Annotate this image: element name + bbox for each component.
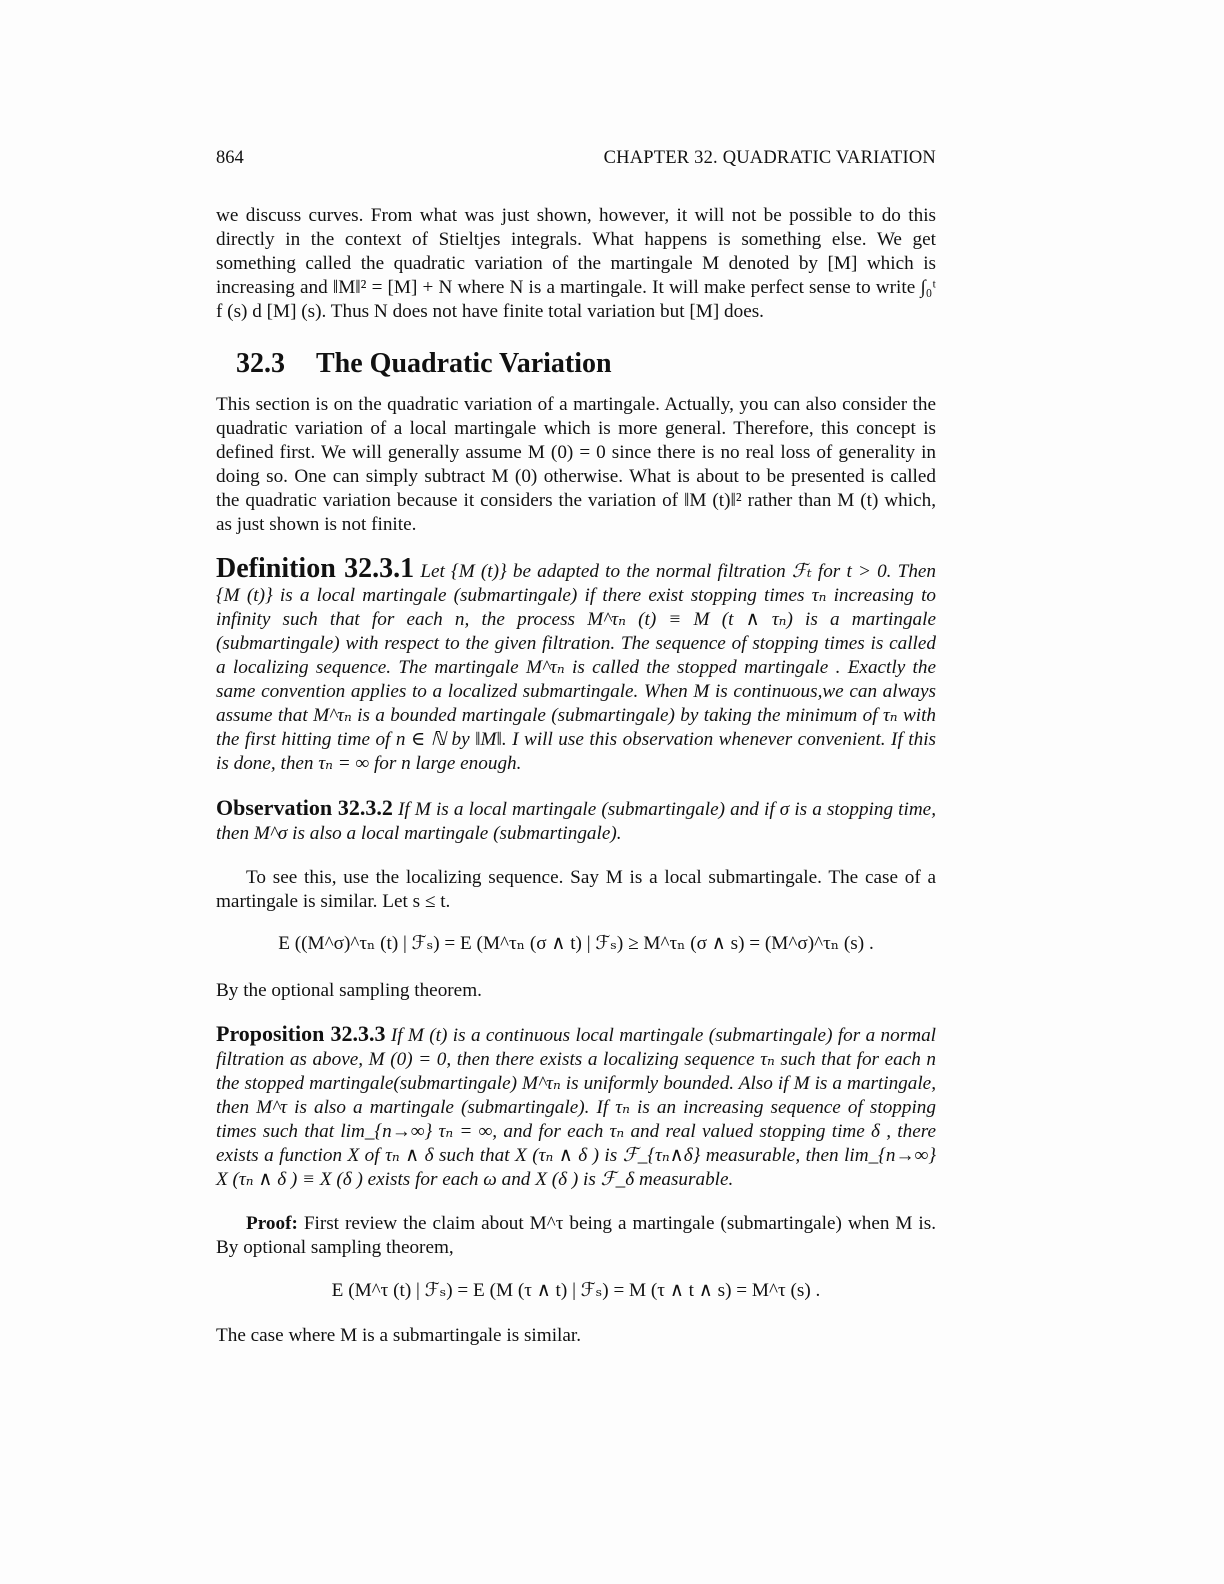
- definition-block: [216, 553, 937, 776]
- observation-equation-text: E ((M^σ)^τₙ (t) | ℱₛ) = E (M^τₙ (σ ∧ t) | ℱₛ) ≥ M^τₙ (σ ∧ s) = (M^σ)^τₙ (s) .: [278, 933, 874, 954]
- observation-block: [216, 796, 936, 846]
- intro-text: we discuss curves. From what was just shown, however, it will not be possible to do this directly in the context of Stieltjes integrals. What happens is something else. We get something called the quadratic variation of the martingale M denoted by [M] which is increasing and ‖M‖² = [M] + N where N is a martingale. It will make perfect sense to write ∫₀ᵗ f (s) d [M] (s). Thus N does not have finite total variation but [M] does.: [216, 205, 936, 322]
- observation-after-text: By the optional sampling theorem.: [216, 980, 482, 1001]
- observation-text: If M is a local martingale (submartingale) and if σ is a stopping time, then M^σ is also a local martingale (submartingale).: [216, 799, 936, 844]
- proof-label: Proof:: [246, 1213, 298, 1234]
- proposition-label: Proposition 32.3.3: [216, 1021, 386, 1046]
- observation-proof-text: To see this, use the localizing sequence. Say M is a local submartingale. The case of a martingale is similar. Let s ≤ t.: [216, 867, 936, 912]
- proof-after-text: The case where M is a submartingale is similar.: [216, 1325, 581, 1346]
- proof-equation-text: E (M^τ (t) | ℱₛ) = E (M (τ ∧ t) | ℱₛ) = M (τ ∧ t ∧ s) = M^τ (s) .: [331, 1280, 821, 1301]
- section-text: This section is on the quadratic variation of a martingale. Actually, you can also consider the quadratic variation of a local martingale which is more general. Therefore, this concept is defined first. We will generally assume M (0) = 0 since there is no real loss of generality in doing so. One can simply subtract M (0) otherwise. What is about to be presented is called the quadratic variation because it considers the variation of ‖M (t)‖² rather than M (t) which, as just shown is not finite.: [216, 394, 936, 535]
- proof-equation: [216, 1278, 936, 1304]
- proposition-block: [216, 1022, 936, 1192]
- definition-text: Let {M (t)} be adapted to the normal filtration ℱₜ for t > 0. Then {M (t)} is a local martingale (submartingale) if there exist stopping times τₙ increasing to infinity such that for each n, the process M^τₙ (t) ≡ M (t ∧ τₙ) is a martingale (submartingale) with respect to the given filtration. The sequence of stopping times is called a localizing sequence. The martingale M^τₙ is called the stopped martingale . Exactly the same convention applies to a localized submartingale. When M is continuous,we can always assume that M^τₙ is a bounded martingale (submartingale) by taking the minimum of τₙ with the first hitting time of n ∈ ℕ by ‖M‖. I will use this observation whenever convenient. If this is done, then τₙ = ∞ for n large enough.: [216, 561, 937, 774]
- intro-paragraph: [216, 204, 936, 324]
- proof-block: [216, 1212, 936, 1260]
- page-number: 864: [216, 148, 244, 168]
- section-heading: [216, 348, 936, 380]
- section-title: The Quadratic Variation: [316, 348, 612, 379]
- definition-label: Definition 32.3.1: [216, 553, 415, 584]
- section-intro: [216, 393, 936, 537]
- observation-proof: [216, 866, 936, 914]
- proof-text: First review the claim about M^τ being a martingale (submartingale) when M is. By optional sampling theorem,: [216, 1213, 936, 1258]
- proof-after: [216, 1324, 936, 1348]
- chapter-title: CHAPTER 32. QUADRATIC VARIATION: [603, 148, 936, 168]
- proposition-text: If M (t) is a continuous local martingale (submartingale) for a normal filtration as above, M (0) = 0, then there exists a localizing sequence τₙ such that for each n the stopped martingale(submartingale) M^τₙ is uniformly bounded. Also if M is a martingale, then M^τ is also a martingale (submartingale). If τₙ is an increasing sequence of stopping times such that lim_{n→∞} τₙ = ∞, and for each τₙ and real valued stopping time δ , there exists a function X of τₙ ∧ δ such that X (τₙ ∧ δ ) is ℱ_{τₙ∧δ} measurable, then lim_{n→∞} X (τₙ ∧ δ ) ≡ X (δ ) exists for each ω and X (δ ) is ℱ_δ measurable.: [216, 1025, 936, 1190]
- observation-label: Observation 32.3.2: [216, 795, 393, 820]
- section-number: 32.3: [236, 348, 285, 379]
- observation-after: [216, 979, 936, 1003]
- observation-equation: [216, 931, 936, 957]
